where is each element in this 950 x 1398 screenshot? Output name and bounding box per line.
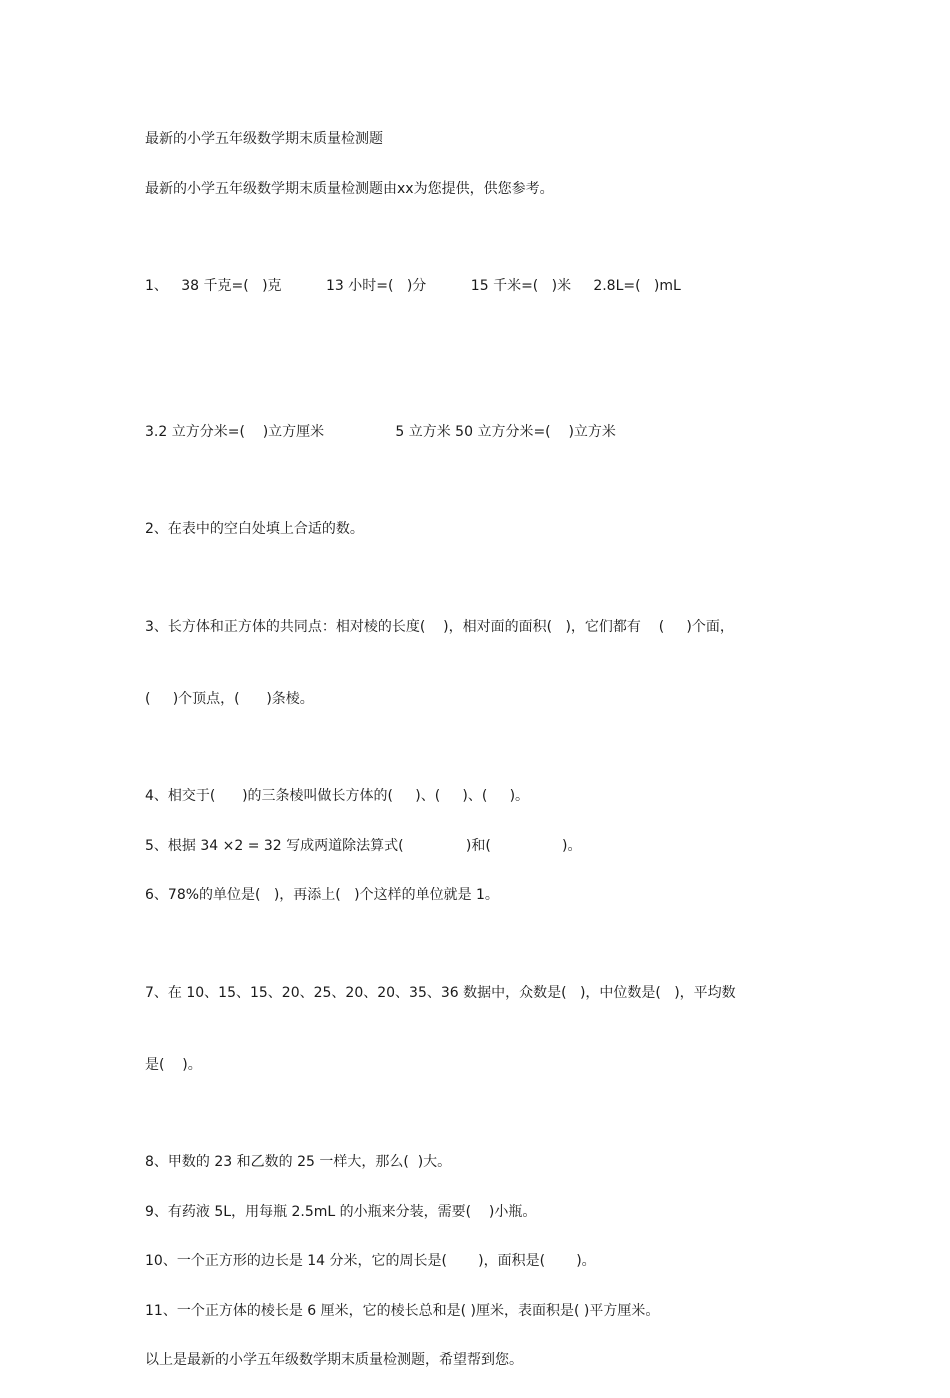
question-1-line-2: 3.2 立方分米=( )立方厘米 5 立方米 50 立方分米=( )立方米 bbox=[145, 423, 616, 440]
intro-paragraph: 最新的小学五年级数学期末质量检测题由xx为您提供，供您参考。 bbox=[145, 180, 554, 197]
question-6: 6、78%的单位是( )，再添上( )个这样的单位就是 1。 bbox=[145, 887, 499, 903]
outro-paragraph: 以上是最新的小学五年级数学期末质量检测题，希望帮到您。 bbox=[145, 1352, 523, 1368]
question-2: 2、在表中的空白处填上合适的数。 bbox=[145, 521, 364, 537]
question-7 bbox=[145, 933, 825, 1125]
question-3-line-2: ( )个顶点，( )条棱。 bbox=[145, 690, 314, 707]
question-7-line-2: 是( )。 bbox=[145, 1056, 202, 1073]
question-5: 5、根据 34 ×2 = 32 写成两道除法算式( )和( )。 bbox=[145, 837, 582, 854]
question-1-unit-conversion bbox=[145, 226, 825, 346]
question-7-line-1: 7、在 10、15、15、20、25、20、20、35、36 数据中，众数是( )，中位数是( )，平均数 bbox=[145, 984, 736, 1001]
question-4: 4、相交于( )的三条棱叫做长方体的( )、( )、( )。 bbox=[145, 788, 530, 804]
question-1-continued bbox=[145, 372, 825, 492]
question-1-line-1: 1、 38 千克=( )克 13 小时=( )分 15 千米=( )米 2.8L=( )mL bbox=[145, 278, 681, 294]
question-10: 10、一个正方形的边长是 14 分米，它的周长是( )，面积是( )。 bbox=[145, 1253, 596, 1269]
document-title: 最新的小学五年级数学期末质量检测题 bbox=[145, 131, 383, 147]
question-3-line-1: 3、长方体和正方体的共同点：相对棱的长度( )，相对面的面积( )，它们都有 ( )个面， bbox=[145, 618, 734, 635]
question-3 bbox=[145, 567, 825, 759]
document-body bbox=[145, 127, 825, 1398]
question-8: 8、甲数的 23 和乙数的 25 一样大，那么( )大。 bbox=[145, 1154, 452, 1170]
question-9: 9、有药液 5L，用每瓶 2.5mL 的小瓶来分装，需要( )小瓶。 bbox=[145, 1203, 537, 1220]
question-11: 11、一个正方体的棱长是 6 厘米，它的棱长总和是( )厘米，表面积是( )平方厘米。 bbox=[145, 1302, 660, 1319]
